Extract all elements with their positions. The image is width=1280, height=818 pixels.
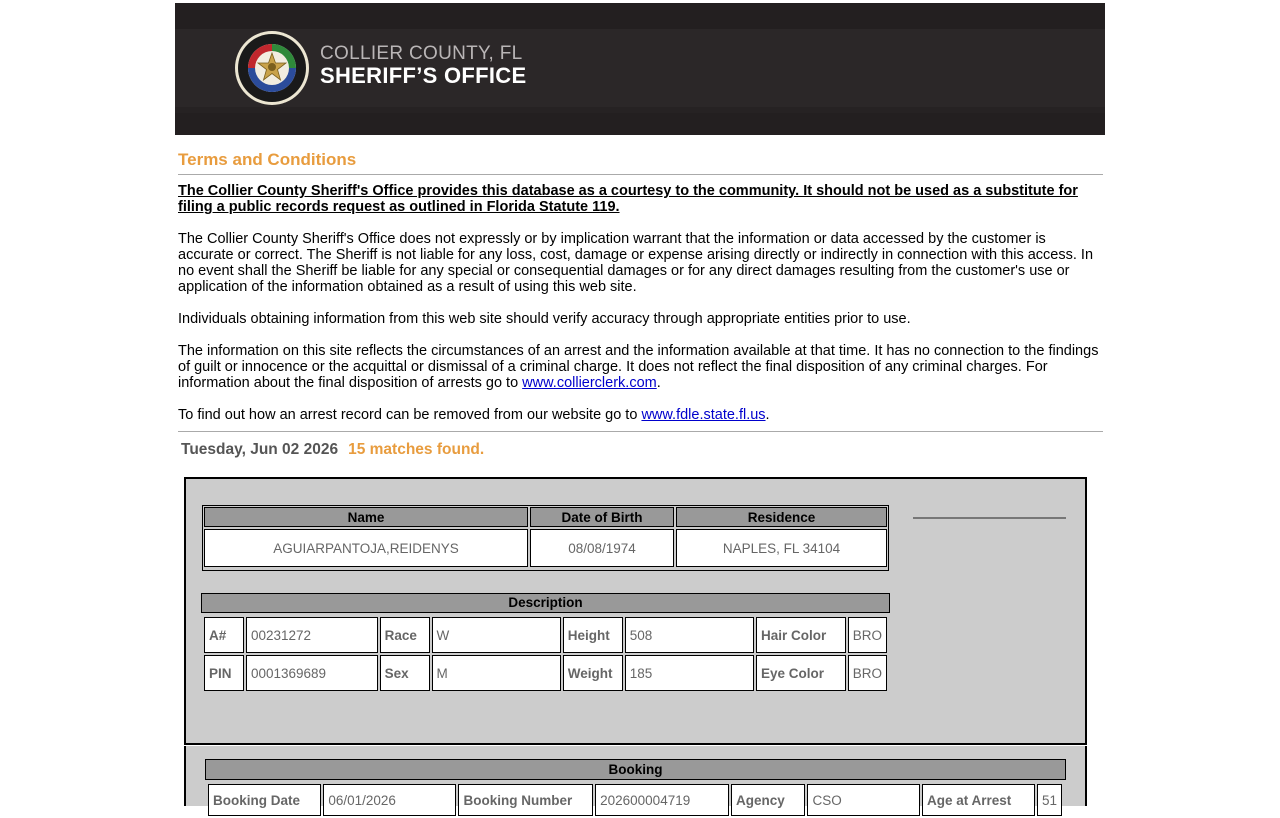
booking-date-value: 06/01/2026 bbox=[323, 784, 456, 816]
description-table bbox=[202, 615, 889, 693]
fdle-link[interactable]: www.fdle.state.fl.us bbox=[641, 407, 766, 423]
age-at-arrest-label: Age at Arrest bbox=[922, 784, 1035, 816]
agency-label: Agency bbox=[731, 784, 805, 816]
hair-color-label: Hair Color bbox=[756, 617, 846, 653]
terms-arrest-text: The information on this site reflects the circumstances of an arrest and the information available at that time. It has no connection to the findings of guilt or innocence or the acquittal or dismissal of a criminal charge. It does not reflect the final disposition of any criminal charges. For information about the final disposition of arrests go to bbox=[178, 343, 1099, 391]
page-container bbox=[175, 3, 1105, 135]
period: . bbox=[765, 407, 770, 423]
person-residence: NAPLES, FL 34104 bbox=[676, 529, 887, 567]
divider bbox=[178, 174, 1103, 175]
booking-table bbox=[206, 782, 1064, 818]
header-county: COLLIER COUNTY, FL bbox=[320, 43, 523, 64]
table-row bbox=[204, 617, 887, 653]
table-row bbox=[208, 784, 1062, 816]
booking-header: Booking bbox=[205, 759, 1066, 780]
terms-section bbox=[178, 150, 1103, 432]
race-label: Race bbox=[380, 617, 430, 653]
hair-color-value: BRO bbox=[848, 617, 887, 653]
sheriff-seal-logo[interactable] bbox=[234, 30, 310, 106]
pin-label: PIN bbox=[204, 655, 244, 691]
terms-lead: The Collier County Sheriff's Office provides this database as a courtesy to the community. It should not be used as a substitute for filing a public records request as outlined in Florida Statute 119. bbox=[178, 183, 1078, 215]
age-at-arrest-value: 51 bbox=[1037, 784, 1062, 816]
identity-table bbox=[202, 505, 889, 569]
terms-verify: Individuals obtaining information from this web site should verify accuracy through appropriate entities prior to use. bbox=[178, 311, 911, 327]
header-office: SHERIFF’S OFFICE bbox=[320, 63, 527, 88]
height-value: 508 bbox=[625, 617, 754, 653]
race-value: W bbox=[432, 617, 561, 653]
terms-arrest-info bbox=[178, 343, 1103, 391]
results-date: Tuesday, Jun 02 2026 bbox=[181, 441, 339, 458]
a-number-label: A# bbox=[204, 617, 244, 653]
booking-date-label: Booking Date bbox=[208, 784, 321, 816]
photo-placeholder-line bbox=[913, 517, 1066, 519]
results-summary bbox=[181, 441, 484, 459]
terms-removal-text: To find out how an arrest record can be removed from our website go to bbox=[178, 407, 642, 423]
site-header bbox=[175, 3, 1105, 135]
column-header-name: Name bbox=[204, 507, 528, 527]
terms-disclaimer: The Collier County Sheriff's Office does not expressly or by implication warrant that the information or data accessed by the customer is accurate or correct. The Sheriff is not liable for any loss, cost, damage or expense arising directly or indirectly in connection with this access. In no event shall the Sheriff be liable for any special or consequential damages or for any direct damages resulting from the customer's use or application of the information obtained as a result of using this web site. bbox=[178, 231, 1094, 295]
weight-value: 185 bbox=[625, 655, 754, 691]
period: . bbox=[656, 375, 661, 391]
header-band bbox=[175, 29, 1105, 107]
divider bbox=[178, 431, 1103, 432]
booking-number-value: 202600004719 bbox=[595, 784, 729, 816]
sex-value: M bbox=[432, 655, 561, 691]
results-count: 15 matches found. bbox=[348, 441, 485, 458]
booking-number-label: Booking Number bbox=[458, 784, 593, 816]
eye-color-value: BRO bbox=[848, 655, 887, 691]
weight-label: Weight bbox=[563, 655, 623, 691]
height-label: Height bbox=[563, 617, 623, 653]
a-number-value: 00231272 bbox=[246, 617, 378, 653]
column-header-dob: Date of Birth bbox=[530, 507, 674, 527]
column-header-residence: Residence bbox=[676, 507, 887, 527]
terms-title: Terms and Conditions bbox=[178, 150, 357, 169]
description-header: Description bbox=[201, 593, 890, 613]
table-row bbox=[204, 655, 887, 691]
collierclerk-link[interactable]: www.collierclerk.com bbox=[522, 375, 657, 391]
person-dob: 08/08/1974 bbox=[530, 529, 674, 567]
eye-color-label: Eye Color bbox=[756, 655, 846, 691]
agency-value: CSO bbox=[807, 784, 920, 816]
pin-value: 0001369689 bbox=[246, 655, 378, 691]
person-name: AGUIARPANTOJA,REIDENYS bbox=[204, 529, 528, 567]
header-band-lower bbox=[175, 107, 1105, 113]
terms-removal bbox=[178, 407, 1103, 423]
table-row bbox=[204, 529, 887, 567]
table-header-row bbox=[204, 507, 887, 527]
sex-label: Sex bbox=[380, 655, 430, 691]
